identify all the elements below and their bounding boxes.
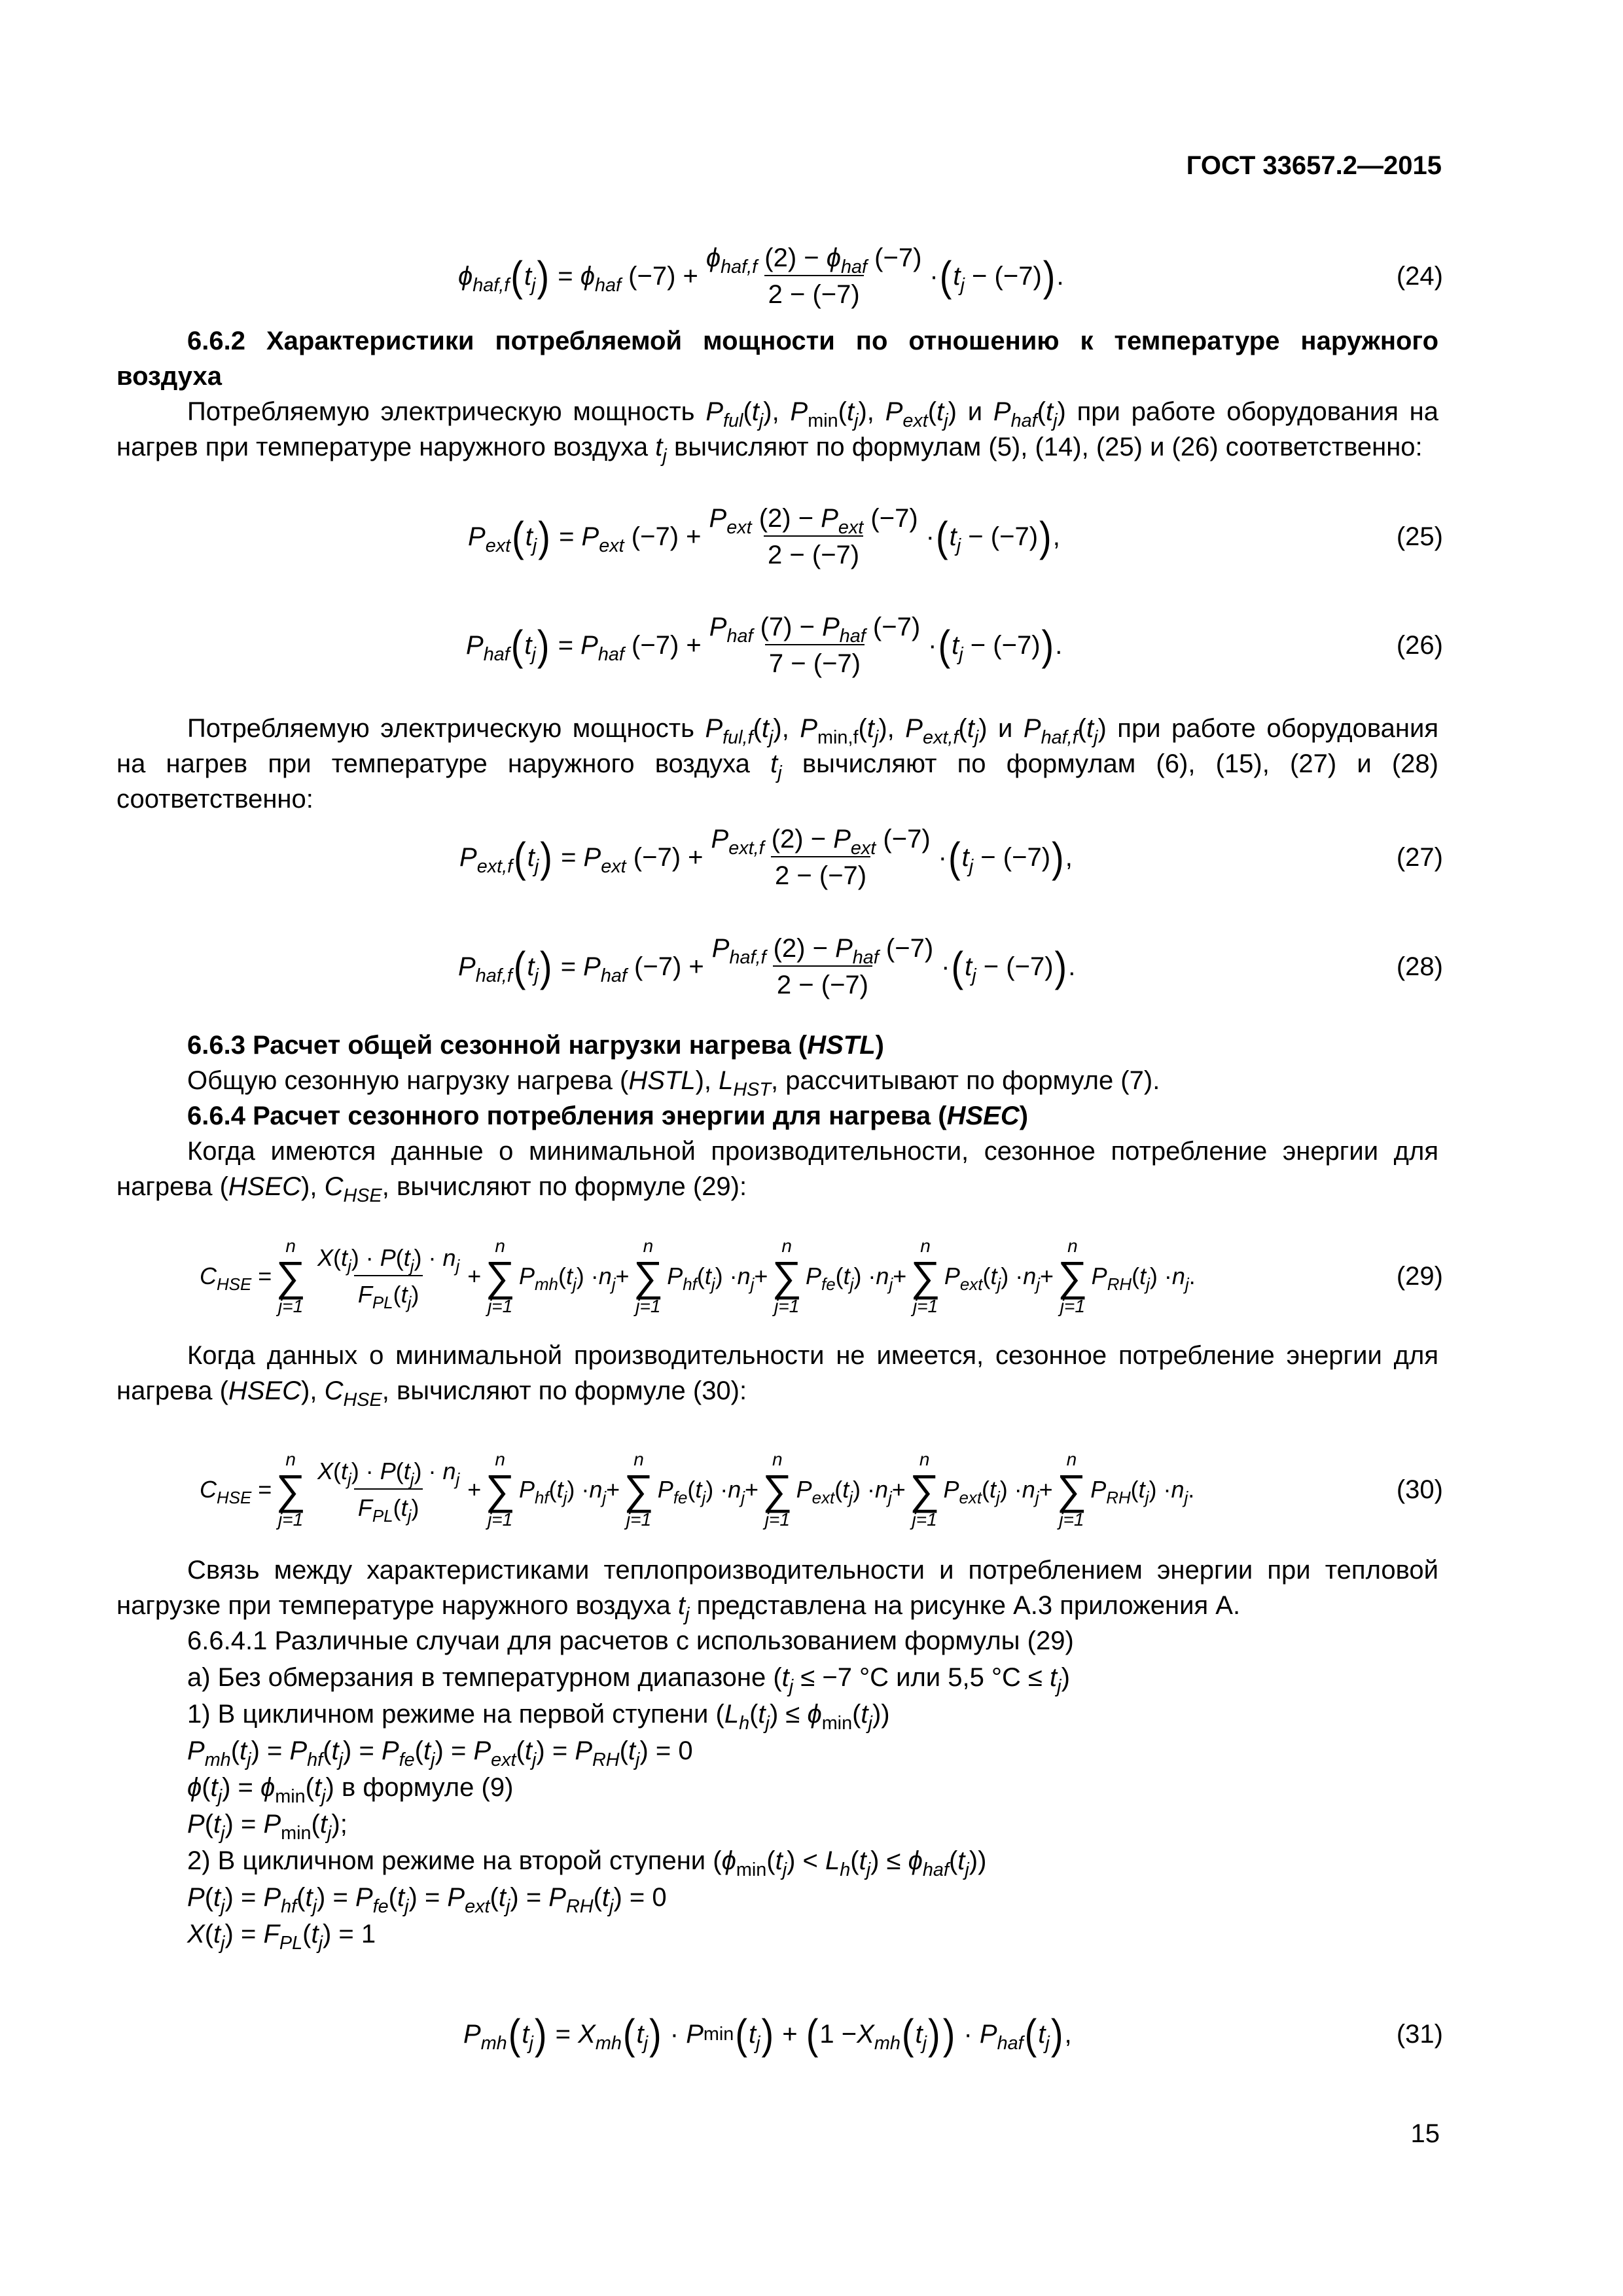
paragraph: Когда данных о минимальной производительности не имеется, сезонное потребление энергии для нагрева (HSEC), $C_{HSE}$, вычисляют по формуле (30): (116, 1341, 1438, 1411)
equation-31 (0, 1995, 1623, 2073)
formula-line: $P(t_j) = P_{min}(t_j)$; (187, 1810, 348, 1844)
case-a: а) Без обмерзания в температурном диапазоне ($t_j \le -7$ °С или 5,5 $^\circ С \le t_j$) (187, 1663, 1070, 1698)
formula-27: $P_{ext,f}$ ( $t_j$ ) = $P_{ext}$ (−7) + $\frac{P_{ext,f} (2) - P_{ext} (-7)}{2 - (-7)}$ · ( $t_j$ − (−7) ) , (459, 825, 1073, 890)
equation-26 (0, 606, 1623, 685)
equation-number: (29) (1396, 1262, 1443, 1291)
equation-25 (0, 497, 1623, 576)
paragraph: Связь между характеристиками теплопроизводительности и потреблением энергии при тепловой нагрузке при температуре наружного воздуха $t_j$ представлена на рисунке А.3 приложения А. (116, 1556, 1438, 1626)
section-title: 6.6.3 Расчет общей сезонной нагрузки нагрева (HSTL) (187, 1031, 884, 1060)
page-number: 15 (1410, 2119, 1440, 2148)
formula-31: $P_{mh}$ ( $t_j$ ) = $X_{mh}$ ( $t_j$ ) · P min ( $t_j$ ) + ( 1 − $X_{mh}$ ( $t_j$ ) ) · $P_{haf}$ ( $t_j$ ) , (463, 2010, 1072, 2058)
paragraph: Потребляемую электрическую мощность $P_{ful}(t_j)$, $P_{min}(t_j)$, $P_{ext}(t_j)$ и $P_{haf}(t_j)$ при работе оборудования на нагрев при температуре наружного воздуха $t_j$ вычисляют по формулам (5), (14), (25) и (26) соответственно: (116, 397, 1439, 467)
equation-29 (0, 1230, 1623, 1322)
equation-30 (0, 1444, 1623, 1535)
formula-line: $\phi(t_j) = \phi_{min}(t_j)$ в формуле (9) (187, 1773, 514, 1808)
case-1: 1) В цикличном режиме на первой ступени $(L_h(t_j) \le \phi_{min}(t_j))$ (187, 1700, 890, 1734)
equation-number: (25) (1396, 522, 1443, 551)
equation-number: (31) (1396, 2020, 1443, 2049)
paragraph: Потребляемую электрическую мощность $P_{ful,f}(t_j)$, $P_{min,f}(t_j)$, $P_{ext,f}(t_j)$ и $P_{haf,f}(t_j)$ при работе оборудования на нагрев при температуре наружного воздуха $t_j$ вычисляют по формулам (6), (15), (27) и (28) соответственно: (116, 714, 1439, 814)
formula-24: $\phi_{haf,f}$ ( $t_j$ ) = $\phi_{haf}$ (−7) + $\frac{\phi_{haf,f} (2) - \phi_{haf} (-7)}{2 - (-7)}$ · ( $t_j$ − (−7) ) . (458, 243, 1064, 309)
equation-24 (0, 237, 1623, 315)
section-6-6-3-and-6-6-4 (116, 1028, 1438, 1207)
standard-header: ГОСТ 33657.2—2015 (1186, 151, 1442, 180)
formula-line: $X(t_j) = F_{PL}(t_j) = 1$ (187, 1920, 376, 1954)
formula-28: $P_{haf,f}$ ( $t_j$ ) = $P_{haf}$ (−7) + $\frac{P_{haf,f} (2) - P_{haf} (-7)}{2 - (-7)}$ · ( $t_j$ − (−7) ) . (458, 934, 1076, 999)
paragraph-block (116, 1338, 1438, 1411)
equation-number: (27) (1396, 843, 1443, 872)
equation-number: (30) (1396, 1475, 1443, 1504)
formula-line: $P_{mh}(t_j) = P_{hf}(t_j) = P_{fe}(t_j) = P_{ext}(t_j) = P_{RH}(t_j) = 0$ (187, 1736, 693, 1771)
formula-25: $P_{ext}$ ( $t_j$ ) = $P_{ext}$ (−7) + $\frac{P_{ext} (2) - P_{ext} (-7)}{2 - (-7)}$ · ( $t_j$ − (−7) ) , (468, 504, 1060, 569)
equation-number: (28) (1396, 952, 1443, 981)
case-2: 2) В цикличном режиме на второй ступени $(\phi_{min}(t_j) < L_h(t_j) \le \phi_{haf}(t_j))$ (187, 1846, 987, 1881)
paragraph: Когда имеются данные о минимальной производительности, сезонное потребление энергии для нагрева (HSEC), $C_{HSE}$, вычисляют по формуле (29): (116, 1137, 1438, 1207)
paragraph-block (116, 711, 1438, 817)
section-title: 6.6.2 Характеристики потребляемой мощности по отношению к температуре наружного воздуха (116, 327, 1438, 391)
equation-number: (26) (1396, 631, 1443, 660)
formula-29: $C_{HSE}$ = n ∑ j=1 $\frac{X(t_j) \cdot P(t_j) \cdot n_j}{F_{PL}(t_j)}$ + n ∑ j=1 $P_{mh}$ ( $t_j$ ) · $n_j$ + n ∑ j=1 $P_{hf}$ ( $t_j$ ) · $n_j$ + n ∑ j=1 $P_{fe}$ ( $t_j$ ) · $n_j$ + n ∑ j=1 $P_{ext}$ ( $t_j$ ) · $n_j$ + n ∑ j=1 $P_{RH}$ ( $t_j$ ) · $n_j$ . (200, 1236, 1196, 1316)
equation-27 (0, 818, 1623, 897)
formula-line: $P(t_j) = P_{hf}(t_j) = P_{fe}(t_j) = P_{ext}(t_j) = P_{RH}(t_j) = 0$ (187, 1883, 667, 1918)
equation-28 (0, 927, 1623, 1006)
section-title: 6.6.4 Расчет сезонного потребления энергии для нагрева (HSEC) (187, 1102, 1029, 1130)
paragraph: Общую сезонную нагрузку нагрева (HSTL), $L_{HST}$, рассчитывают по формуле (7). (187, 1066, 1160, 1101)
equation-number: (24) (1396, 262, 1443, 291)
section-6-6-4-1 (116, 1552, 1438, 1953)
formula-30: $C_{HSE}$ = n ∑ j=1 $\frac{X(t_j) \cdot P(t_j) \cdot n_j}{F_{PL}(t_j)}$ + n ∑ j=1 $P_{hf}$ ( $t_j$ ) · $n_j$ + n ∑ j=1 $P_{fe}$ ( $t_j$ ) · $n_j$ + n ∑ j=1 $P_{ext}$ ( $t_j$ ) · $n_j$ + n ∑ j=1 $P_{ext}$ ( $t_j$ ) · $n_j$ + n ∑ j=1 $P_{RH}$ ( $t_j$ ) · $n_j$ . (200, 1449, 1195, 1530)
subsection-title: 6.6.4.1 Различные случаи для расчетов с использованием формулы (29) (187, 1626, 1074, 1655)
section-6-6-2 (116, 323, 1438, 465)
formula-26: $P_{haf}$ ( $t_j$ ) = $P_{haf}$ (−7) + $\frac{P_{haf} (7) - P_{haf} (-7)}{7 - (-7)}$ · ( $t_j$ − (−7) ) . (466, 613, 1063, 678)
